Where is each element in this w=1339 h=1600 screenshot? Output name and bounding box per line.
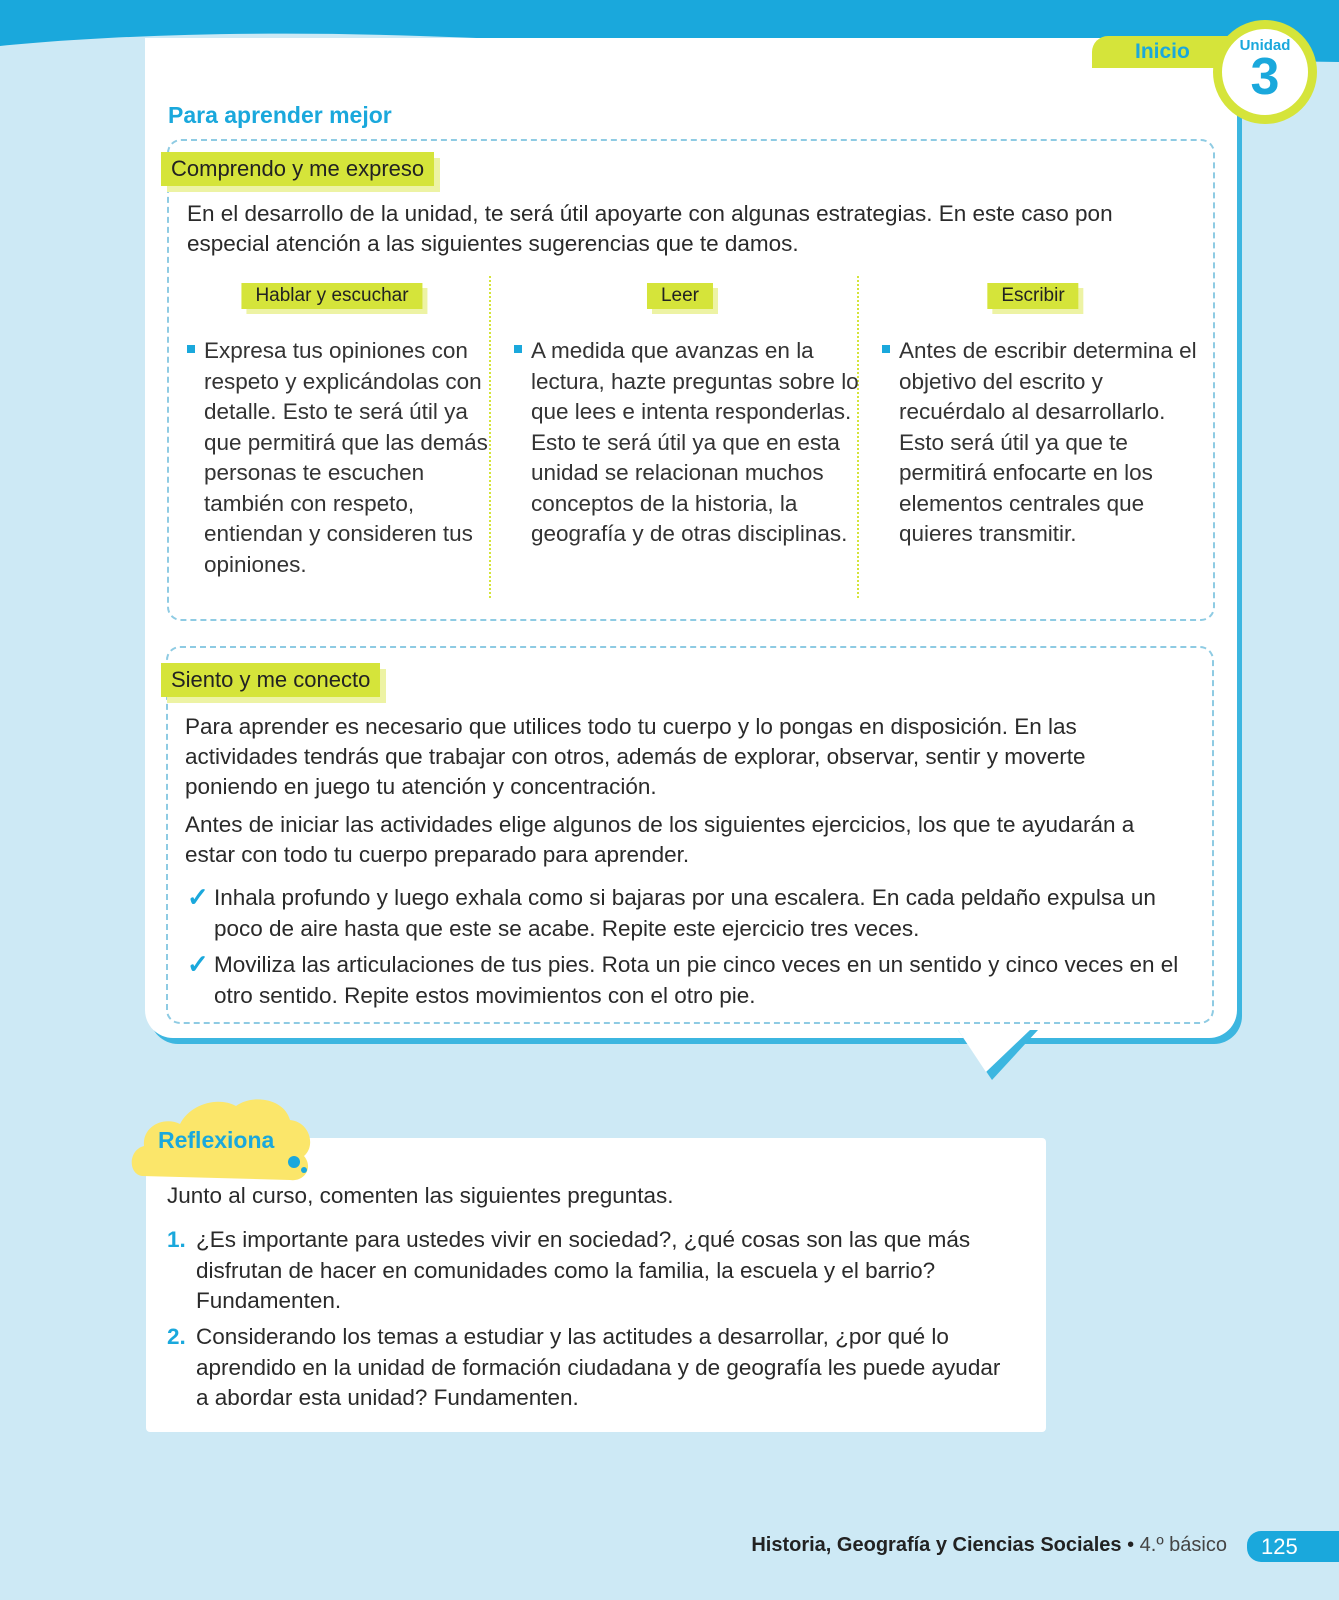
unit-number: 3 [1250,48,1280,106]
section-tab-label: Inicio [1135,40,1190,63]
question-item [167,1322,1016,1414]
column-text: A medida que avanzas en la lectura, hazte preguntas sobre lo que lees e intenta responderlas. Esto te será útil ya que en esta unidad se relacionan muchos conceptos de la historia, la geografía y de otras disciplinas. [531,338,859,546]
siento-paragraph-1: Para aprender es necesario que utilices todo tu cuerpo y lo pongas en disposición. En las actividades tendrás que trabajar con otros, además de explorar, observar, sentir y moverte poniendo en juego tu atención y concentración. [185,714,1086,799]
column-escribir [882,336,1199,550]
comprendo-intro: En el desarrollo de la unidad, te será útil apoyarte con algunas estrategias. En este caso pon especial atención a las siguientes sugerencias que te damos. [187,201,1113,256]
check-icon: ✓ [187,882,209,912]
question-number: 2. [167,1324,186,1349]
footer-subject-line [751,1534,1227,1557]
question-number: 1. [167,1227,186,1252]
exercise-item [187,883,1194,944]
unit-badge [1213,20,1317,124]
reflexiona-intro: Junto al curso, comenten las siguientes preguntas. [167,1183,674,1208]
column-text: Antes de escribir determina el objetivo del escrito y recuérdalo al desarrollarlo. Esto será útil ya que te permitirá enfocarte en los elementos centrales que quieres transmitir. [899,338,1197,546]
bullet-square-icon [187,345,195,353]
siento-label: Siento y me conecto [161,663,380,697]
check-icon: ✓ [187,949,209,979]
comprendo-label: Comprendo y me expreso [161,152,434,186]
column-divider [489,276,491,598]
page-number: 125 [1247,1531,1339,1562]
reflexiona-label: Reflexiona [158,1127,275,1153]
exercise-item [187,950,1194,1011]
section-title: Para aprender mejor [168,102,392,128]
exercise-text: Moviliza las articulaciones de tus pies. Rota un pie cinco veces en un sentido y cinco veces en el otro sentido. Repite estos movimientos con el otro pie. [214,952,1179,1008]
exercise-text: Inhala profundo y luego exhala como si bajaras por una escalera. En cada peldaño expulsa un poco de aire hasta que este se acabe. Repite este ejercicio tres veces. [214,885,1156,941]
footer-grade: 4.º básico [1139,1534,1227,1556]
tag-leer: Leer [647,283,713,309]
column-leer [514,336,861,550]
question-text: ¿Es importante para ustedes vivir en sociedad?, ¿qué cosas son las que más disfrutan de hacer en comunidades como la familia, la escuela y el barrio? Fundamenten. [196,1227,971,1313]
bullet-square-icon [882,345,890,353]
tag-hablar-escuchar: Hablar y escuchar [241,283,422,309]
tag-escribir: Escribir [987,283,1078,309]
column-text: Expresa tus opiniones con respeto y explicándolas con detalle. Esto te será útil ya que permitirá que las demás personas te escuchen también con respeto, entiendan y consideren tus opiniones. [204,338,488,577]
unit-word: Unidad [1239,37,1291,54]
footer-separator: • [1127,1534,1135,1556]
bullet-square-icon [514,345,522,353]
column-hablar-escuchar [187,336,489,580]
question-item [167,1225,1016,1317]
question-text: Considerando los temas a estudiar y las actitudes a desarrollar, ¿por qué lo aprendido en la unidad de formación ciudadana y de geografía les puede ayudar a abordar esta unidad? Fundamenten. [196,1324,1001,1410]
footer-subject: Historia, Geografía y Ciencias Sociales [751,1534,1122,1556]
speech-bubble-tail [958,1030,1038,1090]
siento-paragraph-2: Antes de iniciar las actividades elige algunos de los siguientes ejercicios, los que te ayudarán a estar con todo tu cuerpo preparado para aprender. [185,812,1135,867]
